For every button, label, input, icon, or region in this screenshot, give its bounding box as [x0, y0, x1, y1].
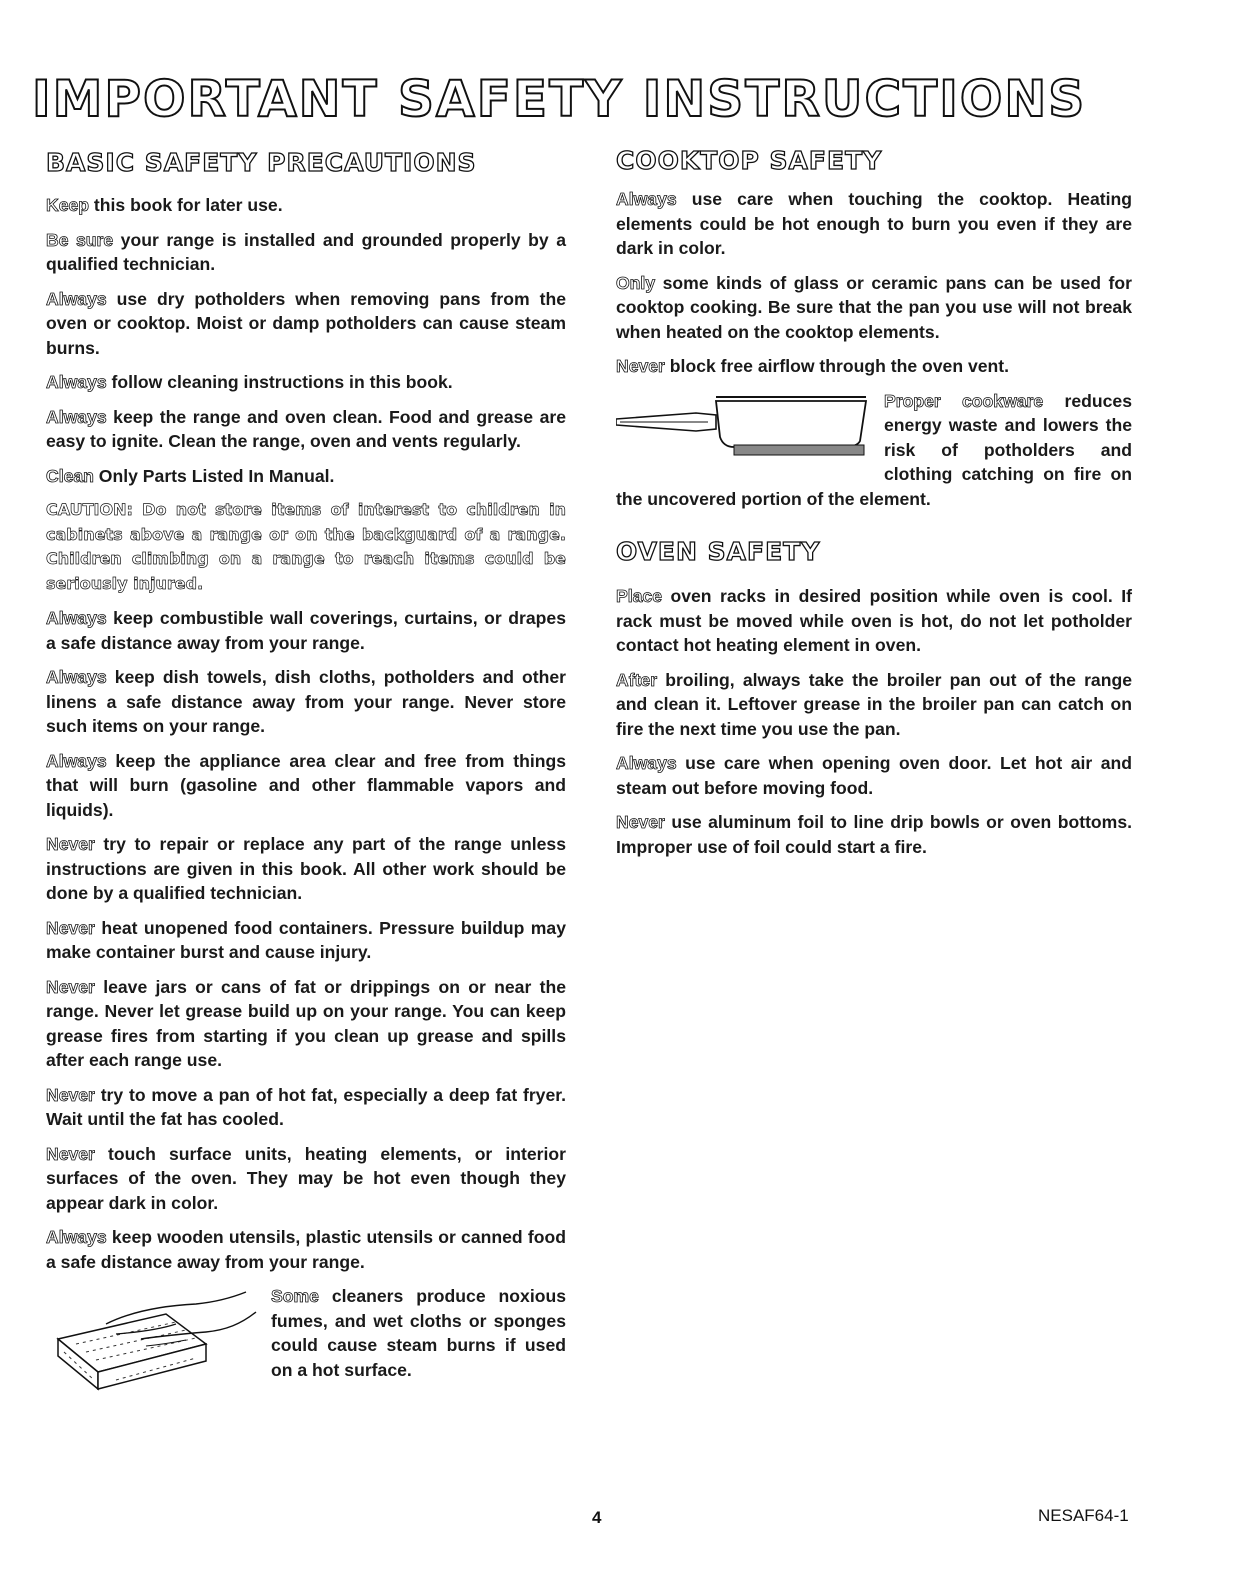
paragraph: Only some kinds of glass or ceramic pans can be used for cooktop cooking. Be sure that the pan you use will not break when heated on the cooktop elements.: [616, 272, 1132, 342]
basic-safety-heading: BASIC SAFETY PRECAUTIONS: [46, 148, 477, 177]
paragraph: Never leave jars or cans of fat or drippings on or near the range. Never let grease build up on your range. You can keep grease fires from starting if you clean up grease and spills after each range use.: [46, 976, 566, 1070]
paragraph: Never block free airflow through the oven vent.: [616, 356, 1010, 376]
paragraph: Some cleaners produce noxious fumes, and wet cloths or sponges could cause steam burns if used on a hot surface.: [271, 1286, 566, 1380]
paragraph: Always keep the appliance area clear and free from things that will burn (gasoline and other flammable vapors and liquids).: [46, 750, 566, 820]
paragraph: Keep this book for later use.: [46, 195, 283, 215]
paragraph: Never try to repair or replace any part of the range unless instructions are given in this book. All other work should be done by a qualified technician.: [46, 834, 566, 903]
sponge-figure-row: [46, 1284, 566, 1394]
paragraph: Never touch surface units, heating elements, or interior surfaces of the oven. They may be hot even though they appear dark in color.: [46, 1143, 566, 1213]
paragraph: Always follow cleaning instructions in this book.: [46, 372, 453, 392]
oven-safety-heading: OVEN SAFETY: [616, 537, 821, 566]
paragraph: Always keep wooden utensils, plastic utensils or canned food a safe distance away from your range.: [46, 1227, 566, 1272]
paragraph: Always keep combustible wall coverings, curtains, or drapes a safe distance away from your range.: [46, 608, 566, 653]
paragraph: Always use dry potholders when removing pans from the oven or cooktop. Moist or damp potholders can cause steam burns.: [46, 288, 566, 358]
paragraph: Place oven racks in desired position while oven is cool. If rack must be moved while oven is hot, do not let potholder contact hot heating element in oven.: [616, 586, 1132, 655]
paragraph: Clean Only Parts Listed In Manual.: [46, 465, 335, 486]
page-number: 4: [592, 1508, 602, 1527]
paragraph: After broiling, always take the broiler pan out of the range and clean it. Leftover grease in the broiler pan can catch on fire the next time you use the pan.: [616, 669, 1132, 739]
cooktop-safety-section: [616, 146, 1132, 869]
page-title: IMPORTANT SAFETY INSTRUCTIONS: [32, 70, 1087, 128]
basic-safety-section: [46, 148, 566, 1394]
paragraph: Be sure your range is installed and grounded properly by a qualified technician.: [46, 229, 566, 274]
cookware-figure-block: [616, 389, 1132, 524]
paragraph: Never try to move a pan of hot fat, especially a deep fat fryer. Wait until the fat has cooled.: [46, 1084, 566, 1129]
paragraph: Never heat unopened food containers. Pressure buildup may make container burst and cause injury.: [46, 917, 566, 962]
caution-warning: CAUTION: Do not store items of interest to children in cabinets above a range or on the backguard of a range. Children climbing on a range to reach items could be seriously injured.: [46, 500, 566, 593]
sponge-illustration-icon: [46, 1284, 271, 1394]
cooktop-safety-heading: COOKTOP SAFETY: [616, 146, 883, 175]
paragraph: Never use aluminum foil to line drip bowls or oven bottoms. Improper use of foil could start a fire.: [616, 812, 1132, 857]
paragraph: Always keep the range and oven clean. Food and grease are easy to ignite. Clean the range, oven and vents regularly.: [46, 406, 566, 451]
paragraph: Always use care when touching the cooktop. Heating elements could be hot enough to burn you even if they are dark in color.: [616, 189, 1132, 258]
paragraph: Always use care when opening oven door. Let hot air and steam out before moving food.: [616, 753, 1132, 798]
frying-pan-icon: [616, 389, 878, 463]
paragraph: Always keep dish towels, dish cloths, potholders and other linens a safe distance away from your range. Never store such items on your range.: [46, 667, 566, 736]
paragraph: Proper cookware reduces energy waste and lowers the risk of potholders and clothing catching on fire on the uncovered portion of the element.: [616, 390, 1133, 509]
document-code: NESAF64-1: [1038, 1506, 1129, 1525]
